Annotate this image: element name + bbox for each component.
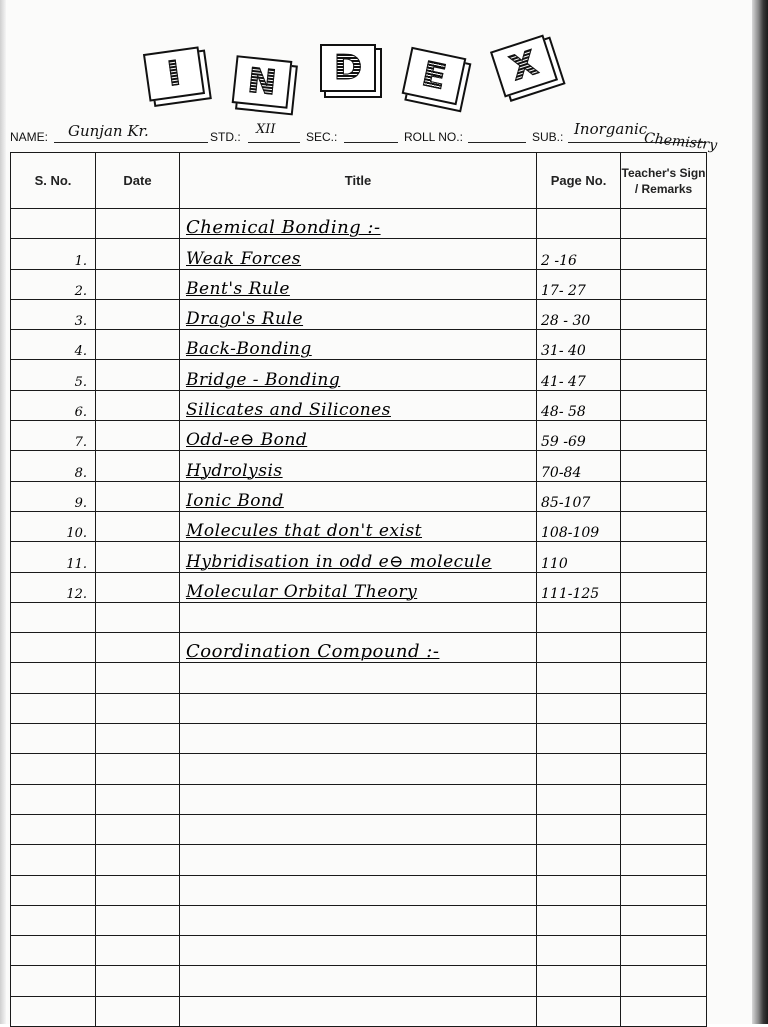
table-row	[11, 845, 707, 875]
table-row	[11, 936, 707, 966]
cell-sno	[11, 905, 96, 935]
cell-remarks	[621, 330, 707, 360]
cell-remarks	[621, 481, 707, 511]
cell-remarks	[621, 966, 707, 996]
table-row	[11, 299, 707, 329]
cell-sno: 5.	[11, 360, 96, 390]
cell-remarks	[621, 421, 707, 451]
cell-date	[96, 511, 180, 541]
cell-sno: 3.	[11, 299, 96, 329]
table-row	[11, 481, 707, 511]
cell-title	[180, 814, 537, 844]
binding-shadow	[752, 0, 768, 1024]
cell-page	[537, 814, 621, 844]
index-table	[10, 152, 707, 1027]
table-row	[11, 966, 707, 996]
title-tile-e	[402, 47, 467, 106]
cell-page: 48- 58	[537, 390, 621, 420]
table-row	[11, 875, 707, 905]
topic-title: Molecules that don't exist	[186, 521, 423, 542]
table-row	[11, 996, 707, 1026]
cell-page	[537, 663, 621, 693]
cell-date	[96, 239, 180, 269]
cell-remarks	[621, 936, 707, 966]
cell-sno	[11, 663, 96, 693]
name-label: NAME:	[10, 130, 49, 144]
cell-page	[537, 754, 621, 784]
cell-remarks	[621, 996, 707, 1026]
cell-page: 85-107	[537, 481, 621, 511]
cell-sno	[11, 875, 96, 905]
cell-remarks	[621, 299, 707, 329]
table-row	[11, 905, 707, 935]
cell-sno	[11, 845, 96, 875]
topic-title: Bridge - Bonding	[186, 369, 341, 390]
cell-sno	[11, 936, 96, 966]
cell-title	[180, 481, 537, 511]
topic-title: Odd-e⊖ Bond	[186, 430, 308, 451]
col-header-sno: S. No.	[11, 153, 96, 209]
cell-title	[180, 511, 537, 541]
cell-sno	[11, 693, 96, 723]
topic-title: Bent's Rule	[186, 278, 290, 299]
cell-page: 59 -69	[537, 421, 621, 451]
cell-date	[96, 814, 180, 844]
table-header-row	[11, 153, 707, 209]
title-tile-d	[320, 44, 376, 92]
cell-sno: 11.	[11, 542, 96, 572]
cell-remarks	[621, 542, 707, 572]
cell-sno	[11, 209, 96, 239]
title-letter: D	[333, 48, 363, 88]
cell-page	[537, 693, 621, 723]
cell-date	[96, 390, 180, 420]
table-row	[11, 784, 707, 814]
table-row	[11, 754, 707, 784]
cell-title	[180, 845, 537, 875]
topic-title: Drago's Rule	[186, 309, 304, 330]
cell-title	[180, 390, 537, 420]
title-letter: N	[245, 60, 279, 104]
cell-date	[96, 633, 180, 663]
index-title-tiles	[140, 38, 580, 108]
col-header-page: Page No.	[537, 153, 621, 209]
cell-page: 2 -16	[537, 239, 621, 269]
table-row	[11, 390, 707, 420]
cell-title	[180, 299, 537, 329]
table-row	[11, 542, 707, 572]
cell-remarks	[621, 905, 707, 935]
cell-date	[96, 330, 180, 360]
cell-remarks	[621, 602, 707, 632]
cell-page	[537, 875, 621, 905]
cell-title	[180, 966, 537, 996]
cell-date	[96, 754, 180, 784]
cell-page: 111-125	[537, 572, 621, 602]
section-heading-row	[11, 633, 707, 663]
cell-date	[96, 966, 180, 996]
cell-sno	[11, 724, 96, 754]
cell-title	[180, 724, 537, 754]
cell-date	[96, 451, 180, 481]
cell-date	[96, 845, 180, 875]
cell-title	[180, 693, 537, 723]
cell-remarks	[621, 875, 707, 905]
cell-title	[180, 996, 537, 1026]
cell-title	[180, 239, 537, 269]
cell-remarks	[621, 209, 707, 239]
cell-page	[537, 724, 621, 754]
student-details-row	[8, 120, 738, 154]
cell-sno	[11, 814, 96, 844]
title-tile-n	[232, 55, 293, 109]
section-heading-text: Chemical Bonding :-	[186, 217, 381, 239]
std-value: XII	[256, 122, 276, 137]
cell-date	[96, 784, 180, 814]
cell-title	[180, 542, 537, 572]
table-row	[11, 724, 707, 754]
cell-page: 41- 47	[537, 360, 621, 390]
cell-sno: 10.	[11, 511, 96, 541]
cell-sno	[11, 966, 96, 996]
cell-remarks	[621, 360, 707, 390]
table-row	[11, 360, 707, 390]
cell-date	[96, 209, 180, 239]
col-header-remarks: Teacher's Sign / Remarks	[621, 153, 707, 209]
cell-title	[180, 330, 537, 360]
cell-page: 108-109	[537, 511, 621, 541]
cell-date	[96, 481, 180, 511]
cell-sno: 12.	[11, 572, 96, 602]
cell-title	[180, 572, 537, 602]
table-row	[11, 602, 707, 632]
cell-sno: 2.	[11, 269, 96, 299]
title-tile-i	[143, 46, 205, 101]
cell-remarks	[621, 572, 707, 602]
roll-no-label: ROLL NO.:	[404, 130, 463, 144]
cell-remarks	[621, 390, 707, 420]
cell-page: 28 - 30	[537, 299, 621, 329]
cell-page: 17- 27	[537, 269, 621, 299]
cell-remarks	[621, 784, 707, 814]
col-header-title: Title	[180, 153, 537, 209]
cell-sno	[11, 602, 96, 632]
cell-date	[96, 996, 180, 1026]
cell-date	[96, 663, 180, 693]
name-value: Gunjan Kr.	[68, 122, 149, 140]
topic-title: Molecular Orbital Theory	[186, 581, 418, 602]
cell-page: 31- 40	[537, 330, 621, 360]
cell-title	[180, 754, 537, 784]
roll-no-line	[468, 142, 526, 143]
sec-line	[344, 142, 398, 143]
cell-remarks	[621, 239, 707, 269]
cell-page	[537, 966, 621, 996]
name-line	[54, 142, 208, 143]
table-row	[11, 451, 707, 481]
cell-page: 110	[537, 542, 621, 572]
subject-value-line1: Inorganic	[574, 120, 648, 138]
table-row	[11, 239, 707, 269]
table-row	[11, 814, 707, 844]
cell-page	[537, 209, 621, 239]
cell-title	[180, 602, 537, 632]
cell-date	[96, 299, 180, 329]
cell-sno: 1.	[11, 239, 96, 269]
cell-page: 70-84	[537, 451, 621, 481]
cell-title	[180, 421, 537, 451]
cell-date	[96, 542, 180, 572]
page-left-edge	[0, 0, 6, 1024]
cell-remarks	[621, 451, 707, 481]
cell-title	[180, 663, 537, 693]
title-letter: X	[505, 42, 543, 90]
topic-title: Hybridisation in odd e⊖ molecule	[186, 551, 492, 572]
topic-title: Weak Forces	[186, 248, 302, 269]
table-row	[11, 693, 707, 723]
cell-date	[96, 360, 180, 390]
cell-date	[96, 905, 180, 935]
cell-title	[180, 936, 537, 966]
sec-label: SEC.:	[306, 130, 338, 144]
cell-page	[537, 784, 621, 814]
cell-sno	[11, 633, 96, 663]
cell-title	[180, 633, 537, 663]
topic-title: Back-Bonding	[186, 339, 312, 360]
cell-remarks	[621, 269, 707, 299]
table-row	[11, 421, 707, 451]
cell-page	[537, 845, 621, 875]
cell-title	[180, 209, 537, 239]
section-heading-row	[11, 209, 707, 239]
table-row	[11, 663, 707, 693]
cell-remarks	[621, 633, 707, 663]
cell-sno	[11, 754, 96, 784]
cell-date	[96, 269, 180, 299]
title-letter: E	[418, 54, 450, 98]
cell-title	[180, 905, 537, 935]
table-row	[11, 572, 707, 602]
cell-sno	[11, 996, 96, 1026]
cell-page	[537, 996, 621, 1026]
cell-page	[537, 633, 621, 663]
cell-page	[537, 936, 621, 966]
cell-title	[180, 451, 537, 481]
cell-date	[96, 693, 180, 723]
cell-remarks	[621, 693, 707, 723]
section-heading-text: Coordination Compound :-	[186, 641, 440, 663]
cell-remarks	[621, 814, 707, 844]
std-label: STD.:	[210, 130, 241, 144]
cell-remarks	[621, 724, 707, 754]
cell-title	[180, 875, 537, 905]
col-header-date: Date	[96, 153, 180, 209]
subject-label: SUB.:	[532, 130, 564, 144]
cell-sno: 7.	[11, 421, 96, 451]
cell-sno: 4.	[11, 330, 96, 360]
topic-title: Ionic Bond	[186, 490, 284, 511]
cell-date	[96, 572, 180, 602]
cell-page	[537, 602, 621, 632]
table-row	[11, 511, 707, 541]
cell-title	[180, 784, 537, 814]
cell-sno: 9.	[11, 481, 96, 511]
cell-date	[96, 936, 180, 966]
subject-value-line2: Chemistry	[643, 130, 718, 154]
cell-date	[96, 602, 180, 632]
std-line	[248, 142, 300, 143]
cell-sno: 6.	[11, 390, 96, 420]
cell-date	[96, 724, 180, 754]
cell-page	[537, 905, 621, 935]
table-row	[11, 269, 707, 299]
cell-remarks	[621, 845, 707, 875]
topic-title: Silicates and Silicones	[186, 400, 391, 421]
cell-sno	[11, 784, 96, 814]
cell-remarks	[621, 754, 707, 784]
cell-title	[180, 360, 537, 390]
topic-title: Hydrolysis	[186, 460, 283, 481]
table-body	[11, 209, 707, 1027]
cell-date	[96, 875, 180, 905]
cell-remarks	[621, 511, 707, 541]
title-tile-x	[490, 35, 558, 98]
title-letter: I	[164, 53, 184, 95]
table-row	[11, 330, 707, 360]
cell-remarks	[621, 663, 707, 693]
cell-sno: 8.	[11, 451, 96, 481]
cell-title	[180, 269, 537, 299]
cell-date	[96, 421, 180, 451]
